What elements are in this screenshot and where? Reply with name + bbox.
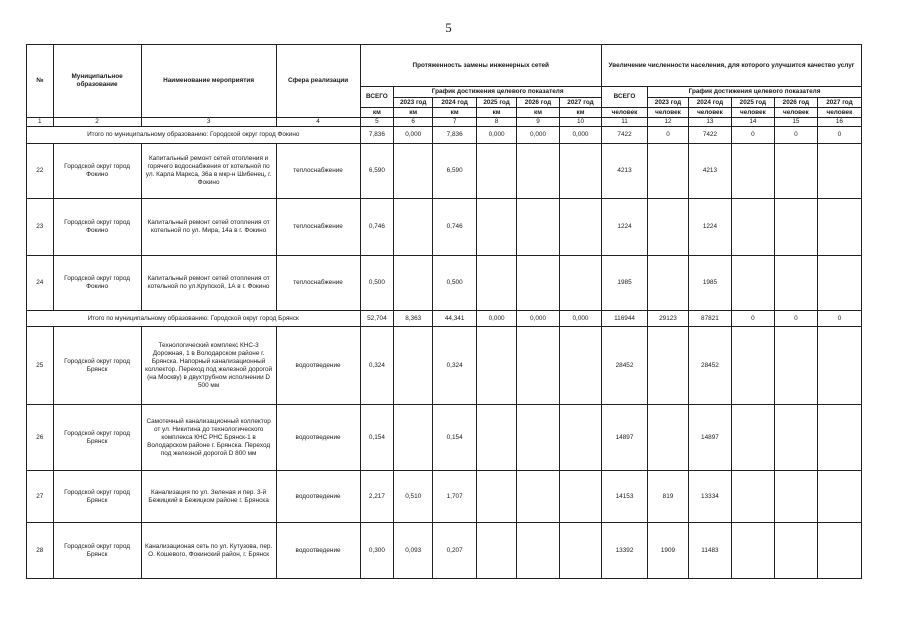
- cell-value: [559, 144, 601, 199]
- row-municipality: Городской округ город Брянск: [53, 523, 141, 579]
- cell-value: [477, 199, 517, 256]
- row-number: 26: [27, 405, 54, 471]
- header-year-km: 2023 год: [394, 98, 433, 108]
- cell-value: [817, 199, 861, 256]
- row-sphere: водоотведение: [276, 523, 360, 579]
- header-year-people: 2027 год: [817, 98, 861, 108]
- cell-value: [394, 144, 433, 199]
- cell-value: 0: [731, 127, 774, 144]
- cell-value: 0: [648, 127, 689, 144]
- cell-value: [559, 405, 601, 471]
- unit-people: человек: [688, 108, 731, 118]
- cell-value: 0,746: [433, 199, 477, 256]
- row-number: 27: [27, 471, 54, 523]
- cell-value: [517, 327, 560, 405]
- cell-value: [517, 199, 560, 256]
- unit-km: км: [477, 108, 517, 118]
- cell-value: [731, 405, 774, 471]
- cell-value: 0,000: [559, 311, 601, 327]
- cell-value: [731, 199, 774, 256]
- row-municipality: Городской округ город Брянск: [53, 471, 141, 523]
- cell-value: 28452: [688, 327, 731, 405]
- cell-value: [394, 327, 433, 405]
- cell-value: [648, 405, 689, 471]
- cell-value: [817, 327, 861, 405]
- col-index: 14: [731, 118, 774, 127]
- cell-value: [559, 199, 601, 256]
- unit-people: человек: [602, 108, 648, 118]
- summary-label: Итого по муниципальному образованию: Городской округ город Брянск: [27, 311, 361, 327]
- col-index: 1: [27, 118, 54, 127]
- col-index: 16: [817, 118, 861, 127]
- header-year-people: 2024 год: [688, 98, 731, 108]
- unit-km: км: [559, 108, 601, 118]
- header-year-people: 2025 год: [731, 98, 774, 108]
- cell-value: 0,000: [517, 127, 560, 144]
- row-sphere: водоотведение: [276, 471, 360, 523]
- row-measure: Канализационая сеть по ул. Кутузова, пер. О. Кошевого, Фокинский район, г. Брянск: [141, 523, 276, 579]
- unit-people: человек: [648, 108, 689, 118]
- cell-value: 7422: [602, 127, 648, 144]
- cell-value: 0,154: [433, 405, 477, 471]
- row-number: 28: [27, 523, 54, 579]
- cell-value: 0,500: [433, 256, 477, 311]
- cell-value: [477, 405, 517, 471]
- row-measure: Технологический комплекс КНС-3 Дорожная, 1 в Володарском районе г. Брянска. Напорный канализационный коллектор. Переход под железной дорогой (на Москву) в двухтрубном исполнении D 500 мм: [141, 327, 276, 405]
- cell-value: [648, 144, 689, 199]
- cell-value: [648, 327, 689, 405]
- table-row: [27, 471, 862, 523]
- cell-value: [774, 199, 817, 256]
- cell-value: 0,300: [360, 523, 394, 579]
- cell-value: 7422: [688, 127, 731, 144]
- unit-people: человек: [817, 108, 861, 118]
- cell-value: 0: [774, 127, 817, 144]
- cell-value: 7,836: [433, 127, 477, 144]
- row-sphere: теплоснабжение: [276, 199, 360, 256]
- cell-value: [648, 199, 689, 256]
- col-index: 2: [53, 118, 141, 127]
- cell-value: 28452: [602, 327, 648, 405]
- unit-km: км: [517, 108, 560, 118]
- cell-value: 0,000: [394, 127, 433, 144]
- cell-value: 0,000: [559, 127, 601, 144]
- cell-value: [774, 327, 817, 405]
- summary-row: [27, 311, 862, 327]
- cell-value: [394, 256, 433, 311]
- cell-value: [817, 405, 861, 471]
- cell-value: 0: [731, 311, 774, 327]
- cell-value: [559, 471, 601, 523]
- row-measure: Канализация по ул. Зеленая и пер. 3-й Бежицкий в Бежицком районе г. Брянска: [141, 471, 276, 523]
- col-index: 4: [276, 118, 360, 127]
- row-municipality: Городской округ город Фокино: [53, 256, 141, 311]
- cell-value: [774, 405, 817, 471]
- cell-value: 1985: [602, 256, 648, 311]
- cell-value: [394, 405, 433, 471]
- cell-value: 116944: [602, 311, 648, 327]
- row-municipality: Городской округ город Брянск: [53, 327, 141, 405]
- cell-value: 52,704: [360, 311, 394, 327]
- row-number: 22: [27, 144, 54, 199]
- col-index: 13: [688, 118, 731, 127]
- col-index: 15: [774, 118, 817, 127]
- cell-value: [559, 256, 601, 311]
- cell-value: 1224: [602, 199, 648, 256]
- cell-value: [774, 523, 817, 579]
- cell-value: [477, 471, 517, 523]
- table-row: [27, 256, 862, 311]
- cell-value: 4213: [602, 144, 648, 199]
- cell-value: 29123: [648, 311, 689, 327]
- cell-value: 1,707: [433, 471, 477, 523]
- row-sphere: теплоснабжение: [276, 144, 360, 199]
- row-number: 25: [27, 327, 54, 405]
- header-no: №: [27, 45, 54, 118]
- cell-value: [817, 144, 861, 199]
- cell-value: 0: [817, 311, 861, 327]
- header-year-people: 2023 год: [648, 98, 689, 108]
- cell-value: [774, 256, 817, 311]
- cell-value: [517, 405, 560, 471]
- col-index: 3: [141, 118, 276, 127]
- header-group-population: Увеличение численности населения, для которого улучшится качество услуг: [602, 45, 862, 87]
- row-number: 24: [27, 256, 54, 311]
- cell-value: 4213: [688, 144, 731, 199]
- row-measure: Капитальный ремонт сетей отопления и горячего водоснабжения от котельной по ул. Карла Маркса, 36а в мкр-н Шибенец, г. Фокино: [141, 144, 276, 199]
- col-index: 5: [360, 118, 394, 127]
- targets-table: [26, 44, 862, 579]
- summary-row: [27, 127, 862, 144]
- col-index: 7: [433, 118, 477, 127]
- cell-value: 0,093: [394, 523, 433, 579]
- cell-value: 0,324: [433, 327, 477, 405]
- cell-value: 2,217: [360, 471, 394, 523]
- row-sphere: водоотведение: [276, 327, 360, 405]
- cell-value: 0,510: [394, 471, 433, 523]
- row-number: 23: [27, 199, 54, 256]
- cell-value: 0: [774, 311, 817, 327]
- summary-label: Итого по муниципальному образованию: Городской округ город Фокино: [27, 127, 361, 144]
- row-sphere: теплоснабжение: [276, 256, 360, 311]
- header-year-km: 2024 год: [433, 98, 477, 108]
- header-year-km: 2025 год: [477, 98, 517, 108]
- cell-value: 14897: [602, 405, 648, 471]
- cell-value: 0,154: [360, 405, 394, 471]
- cell-value: [559, 327, 601, 405]
- table-row: [27, 199, 862, 256]
- header-group-length: Протяженность замены инженерных сетей: [360, 45, 601, 87]
- cell-value: [394, 199, 433, 256]
- col-index: 12: [648, 118, 689, 127]
- page-number: 5: [445, 20, 452, 35]
- cell-value: [774, 471, 817, 523]
- row-measure: Капитальный ремонт сетей отопления от котельной по ул. Мира, 14а в г. Фокино: [141, 199, 276, 256]
- table-row: [27, 144, 862, 199]
- cell-value: 87821: [688, 311, 731, 327]
- table-row: [27, 405, 862, 471]
- cell-value: 0,746: [360, 199, 394, 256]
- cell-value: [774, 144, 817, 199]
- cell-value: [477, 327, 517, 405]
- row-municipality: Городской округ город Фокино: [53, 199, 141, 256]
- cell-value: [731, 523, 774, 579]
- cell-value: [731, 144, 774, 199]
- cell-value: 0,000: [477, 127, 517, 144]
- cell-value: [731, 327, 774, 405]
- cell-value: [517, 471, 560, 523]
- cell-value: 1909: [648, 523, 689, 579]
- cell-value: [477, 256, 517, 311]
- cell-value: [648, 256, 689, 311]
- cell-value: [817, 256, 861, 311]
- header-total-km: ВСЕГО: [360, 87, 394, 108]
- header-sphere: Сфера реализации: [276, 45, 360, 118]
- row-municipality: Городской округ город Брянск: [53, 405, 141, 471]
- cell-value: 8,363: [394, 311, 433, 327]
- header-municipality: Муниципальное образование: [53, 45, 141, 118]
- header-year-km: 2026 год: [517, 98, 560, 108]
- unit-km: км: [433, 108, 477, 118]
- header-total-people: ВСЕГО: [602, 87, 648, 108]
- cell-value: [559, 523, 601, 579]
- col-index: 8: [477, 118, 517, 127]
- cell-value: [817, 471, 861, 523]
- cell-value: [731, 471, 774, 523]
- unit-people: человек: [731, 108, 774, 118]
- row-measure: Самотечный канализационный коллектор от ул. Никитина до технологического комплекса КНС РНС Брянск-1 в Володарском районе г. Брянска. Переход под железной дорогой D 800 мм: [141, 405, 276, 471]
- cell-value: 0,000: [477, 311, 517, 327]
- cell-value: 819: [648, 471, 689, 523]
- header-measure: Наименование мероприятия: [141, 45, 276, 118]
- cell-value: [731, 256, 774, 311]
- cell-value: 11483: [688, 523, 731, 579]
- cell-value: [517, 523, 560, 579]
- col-index: 10: [559, 118, 601, 127]
- cell-value: 13334: [688, 471, 731, 523]
- cell-value: 13392: [602, 523, 648, 579]
- cell-value: 14153: [602, 471, 648, 523]
- cell-value: [477, 144, 517, 199]
- header-year-km: 2027 год: [559, 98, 601, 108]
- header-year-people: 2026 год: [774, 98, 817, 108]
- col-index: 6: [394, 118, 433, 127]
- cell-value: [517, 256, 560, 311]
- cell-value: 6,590: [433, 144, 477, 199]
- col-index: 11: [602, 118, 648, 127]
- cell-value: [817, 523, 861, 579]
- table-row: [27, 523, 862, 579]
- cell-value: 0,207: [433, 523, 477, 579]
- cell-value: 14897: [688, 405, 731, 471]
- cell-value: 0: [817, 127, 861, 144]
- cell-value: 1985: [688, 256, 731, 311]
- row-sphere: водоотведение: [276, 405, 360, 471]
- row-measure: Капитальный ремонт сетей отопления от котельной по ул.Крупской, 1А в г. Фокино: [141, 256, 276, 311]
- row-municipality: Городской округ город Фокино: [53, 144, 141, 199]
- cell-value: 0,500: [360, 256, 394, 311]
- cell-value: 0,000: [517, 311, 560, 327]
- cell-value: [517, 144, 560, 199]
- cell-value: [477, 523, 517, 579]
- unit-people: человек: [774, 108, 817, 118]
- cell-value: 7,836: [360, 127, 394, 144]
- header-schedule-people: График достижения целевого показателя: [648, 87, 862, 98]
- table-row: [27, 327, 862, 405]
- cell-value: 44,341: [433, 311, 477, 327]
- col-index: 9: [517, 118, 560, 127]
- unit-km: км: [394, 108, 433, 118]
- header-schedule-km: График достижения целевого показателя: [394, 87, 602, 98]
- cell-value: 0,324: [360, 327, 394, 405]
- cell-value: 6,590: [360, 144, 394, 199]
- cell-value: 1224: [688, 199, 731, 256]
- unit-km: км: [360, 108, 394, 118]
